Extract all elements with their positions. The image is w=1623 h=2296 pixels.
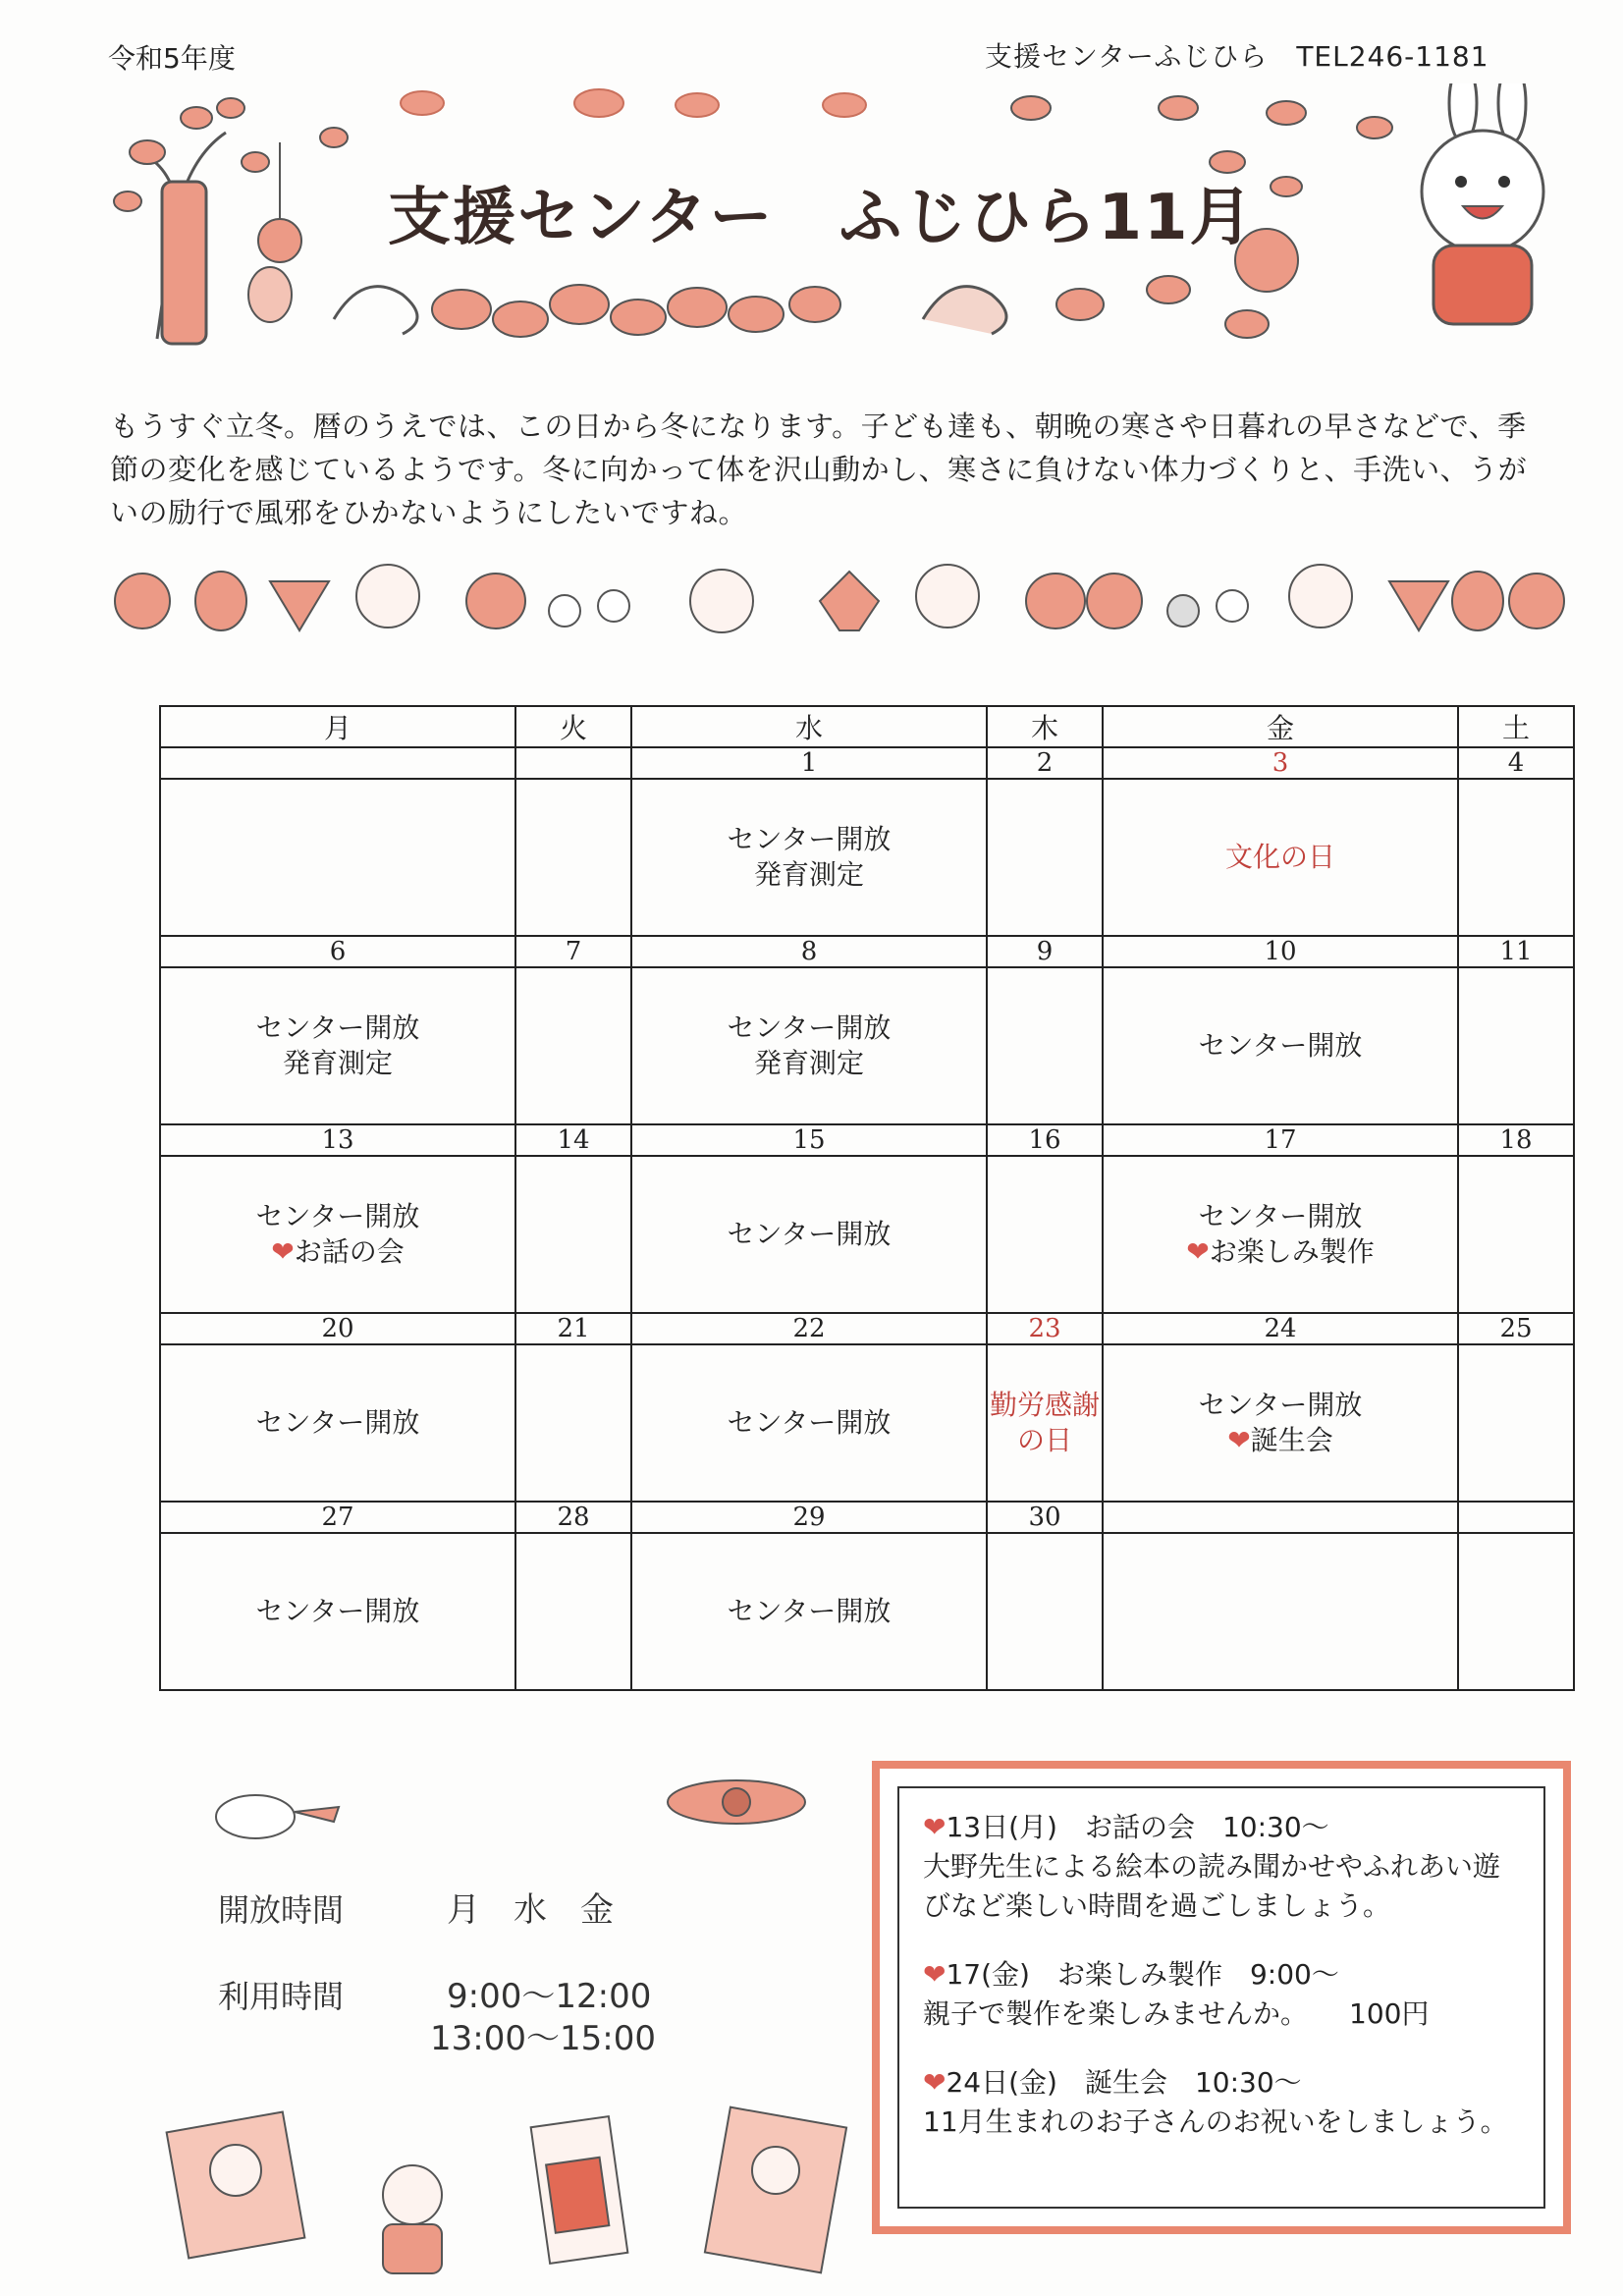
- fiscal-year: 令和5年度: [108, 42, 236, 75]
- day-event-cell: [631, 1533, 987, 1690]
- day-event-text: センター開放 発育測定: [727, 1011, 892, 1079]
- day-event-cell: [515, 1156, 631, 1313]
- day-event-text: センター開放: [255, 1595, 420, 1627]
- day-event-cell: [1458, 779, 1574, 936]
- acorn-icon: [115, 574, 170, 629]
- date-number: 13: [160, 1124, 515, 1156]
- day-event-text: センター開放: [727, 1595, 892, 1627]
- day-event-text: センター開放 ❤誕生会: [1198, 1389, 1363, 1456]
- day-event-cell: [987, 779, 1103, 936]
- calendar-table: [159, 705, 1575, 1691]
- date-number: 9: [987, 936, 1103, 967]
- notice-birthday-title: 24日(金) 誕生会 10:30〜: [946, 2066, 1302, 2099]
- notice-birthday-body: 11月生まれのお子さんのお祝いをしましょう。: [923, 2105, 1508, 2138]
- notice-story-body: 大野先生による絵本の読み聞かせやふれあい遊びなど楽しい時間を過ごしましょう。: [923, 1850, 1501, 1922]
- page-title: 支援センター ふじひら11月: [388, 182, 1255, 254]
- use-hours-label: 利用時間: [218, 1978, 345, 2015]
- leaf-icon: [466, 574, 525, 629]
- date-number-row: [160, 1502, 1574, 1533]
- day-event-cell: [515, 1344, 631, 1502]
- intro-text: もうすぐ立冬。暦のうえでは、この日から冬になります。子ども達も、朝晩の寒さや日暮れの早さなどで、季節の変化を感じているようです。冬に向かって体を沢山動かし、寒さに負けない体力づくりと、手洗い、うがいの励行で風邪をひかないようにしたいですね。: [110, 410, 1528, 529]
- notice-craft-body: 親子で製作を楽しみませんか。 100円: [923, 1997, 1430, 2030]
- date-number: 17: [1103, 1124, 1458, 1156]
- date-number: 23: [987, 1313, 1103, 1344]
- notice-story-title: 13日(月) お話の会 10:30〜: [946, 1811, 1329, 1843]
- events-row: [160, 1344, 1574, 1502]
- date-number: 20: [160, 1313, 515, 1344]
- acorn-icon: [549, 595, 580, 627]
- date-number-row: [160, 747, 1574, 779]
- contact-info: 支援センターふじひら TEL246-1181: [985, 40, 1489, 73]
- child-face-icon: [690, 570, 753, 632]
- events-row: [160, 779, 1574, 936]
- events-row: [160, 1156, 1574, 1313]
- day-event-cell: [987, 1344, 1103, 1502]
- day-event-cell: [515, 967, 631, 1124]
- date-number: [160, 747, 515, 779]
- bird-illustration: [167, 1768, 854, 1856]
- bagworm-icon: [258, 219, 301, 262]
- open-days-value: 月 水 金: [447, 1890, 614, 1930]
- date-number: 3: [1103, 747, 1458, 779]
- rabbit-icon: [1422, 131, 1543, 252]
- date-number-row: [160, 1313, 1574, 1344]
- day-event-text: センター開放: [727, 1406, 892, 1439]
- weekday-fri: 金: [1103, 706, 1458, 747]
- date-number: [1103, 1502, 1458, 1533]
- heart-icon: ❤: [271, 1235, 295, 1268]
- day-event-cell: [1458, 1156, 1574, 1313]
- events-row: [160, 1533, 1574, 1690]
- day-event-cell: [987, 1156, 1103, 1313]
- day-event-cell: [160, 1344, 515, 1502]
- child-face-icon: [1289, 565, 1352, 628]
- date-number: 11: [1458, 936, 1574, 967]
- day-event-cell: [1458, 967, 1574, 1124]
- day-event-cell: [987, 967, 1103, 1124]
- heart-icon: ❤: [923, 1811, 947, 1843]
- date-number: 25: [1458, 1313, 1574, 1344]
- date-number: 28: [515, 1502, 631, 1533]
- day-event-cell: [987, 1533, 1103, 1690]
- weekday-thu: 木: [987, 706, 1103, 747]
- heart-icon: ❤: [1186, 1235, 1210, 1268]
- bird-icon: [216, 1795, 295, 1838]
- weekday-tue: 火: [515, 706, 631, 747]
- day-event-cell: [160, 1156, 515, 1313]
- date-number: 22: [631, 1313, 987, 1344]
- date-number: 8: [631, 936, 987, 967]
- leaf-icon: [195, 572, 246, 630]
- day-event-cell: [1103, 1344, 1458, 1502]
- notice-inner: [897, 1786, 1545, 2209]
- day-event-text: 文化の日: [1224, 841, 1335, 873]
- use-time-morning: 9:00〜12:00: [447, 1977, 652, 2016]
- day-event-text: センター開放 ❤お話の会: [255, 1200, 420, 1268]
- ginkgo-icon: [270, 581, 329, 630]
- use-time-afternoon: 13:00〜15:00: [430, 2019, 656, 2058]
- weekday-header-row: [160, 706, 1574, 747]
- tree-trunk-icon: [162, 182, 206, 344]
- date-number: 2: [987, 747, 1103, 779]
- date-number: 18: [1458, 1124, 1574, 1156]
- weekday-wed: 水: [631, 706, 987, 747]
- open-hours-label: 開放時間: [218, 1891, 345, 1929]
- day-event-cell: [160, 779, 515, 936]
- day-event-cell: [160, 967, 515, 1124]
- acorn-icon: [1509, 574, 1564, 629]
- day-event-cell: [515, 1533, 631, 1690]
- heart-icon: ❤: [923, 2066, 947, 2099]
- day-event-text: センター開放: [727, 1218, 892, 1250]
- day-event-cell: [1103, 779, 1458, 936]
- date-number-row: [160, 936, 1574, 967]
- day-event-cell: [160, 1533, 515, 1690]
- child-face-icon: [356, 565, 419, 628]
- date-number: 16: [987, 1124, 1103, 1156]
- day-event-text: センター開放 ❤お楽しみ製作: [1186, 1200, 1375, 1268]
- day-event-text: センター開放 発育測定: [255, 1011, 420, 1079]
- heart-icon: ❤: [1227, 1424, 1251, 1456]
- date-number: 6: [160, 936, 515, 967]
- day-event-cell: [631, 779, 987, 936]
- child-face-icon: [383, 2165, 442, 2224]
- day-event-text: センター開放: [255, 1406, 420, 1439]
- day-event-cell: [631, 1344, 987, 1502]
- date-number: 27: [160, 1502, 515, 1533]
- date-number: 21: [515, 1313, 631, 1344]
- notice-box: [872, 1761, 1571, 2234]
- maple-leaf-icon: [820, 572, 879, 630]
- day-event-cell: [1458, 1344, 1574, 1502]
- events-row: [160, 967, 1574, 1124]
- day-event-text: 勤労感謝 の日: [989, 1389, 1100, 1456]
- day-event-cell: [1103, 1533, 1458, 1690]
- weekday-mon: 月: [160, 706, 515, 747]
- day-event-cell: [1103, 967, 1458, 1124]
- day-event-cell: [631, 1156, 987, 1313]
- date-number: 15: [631, 1124, 987, 1156]
- day-event-text: センター開放 発育測定: [727, 823, 892, 891]
- date-number: [1458, 1502, 1574, 1533]
- date-number: 10: [1103, 936, 1458, 967]
- weekday-sat: 土: [1458, 706, 1574, 747]
- date-number: 7: [515, 936, 631, 967]
- day-event-cell: [515, 779, 631, 936]
- date-number: 24: [1103, 1313, 1458, 1344]
- notice-item-birthday: [923, 2063, 1520, 2142]
- notice-craft-title: 17(金) お楽しみ製作 9:00〜: [946, 1958, 1339, 1991]
- day-event-cell: [631, 967, 987, 1124]
- notice-item-craft: [923, 1955, 1520, 2034]
- date-number: [515, 747, 631, 779]
- day-event-cell: [1103, 1156, 1458, 1313]
- date-number: 14: [515, 1124, 631, 1156]
- children-illustration: [157, 2102, 864, 2288]
- date-number: 30: [987, 1502, 1103, 1533]
- day-event-cell: [1458, 1533, 1574, 1690]
- heart-icon: ❤: [923, 1958, 947, 1991]
- date-number: 29: [631, 1502, 987, 1533]
- child-face-icon: [916, 565, 979, 628]
- decorative-border: [103, 552, 1576, 640]
- date-number: 1: [631, 747, 987, 779]
- day-event-text: センター開放: [1198, 1029, 1363, 1062]
- date-number: 4: [1458, 747, 1574, 779]
- date-number-row: [160, 1124, 1574, 1156]
- notice-item-story: [923, 1808, 1520, 1926]
